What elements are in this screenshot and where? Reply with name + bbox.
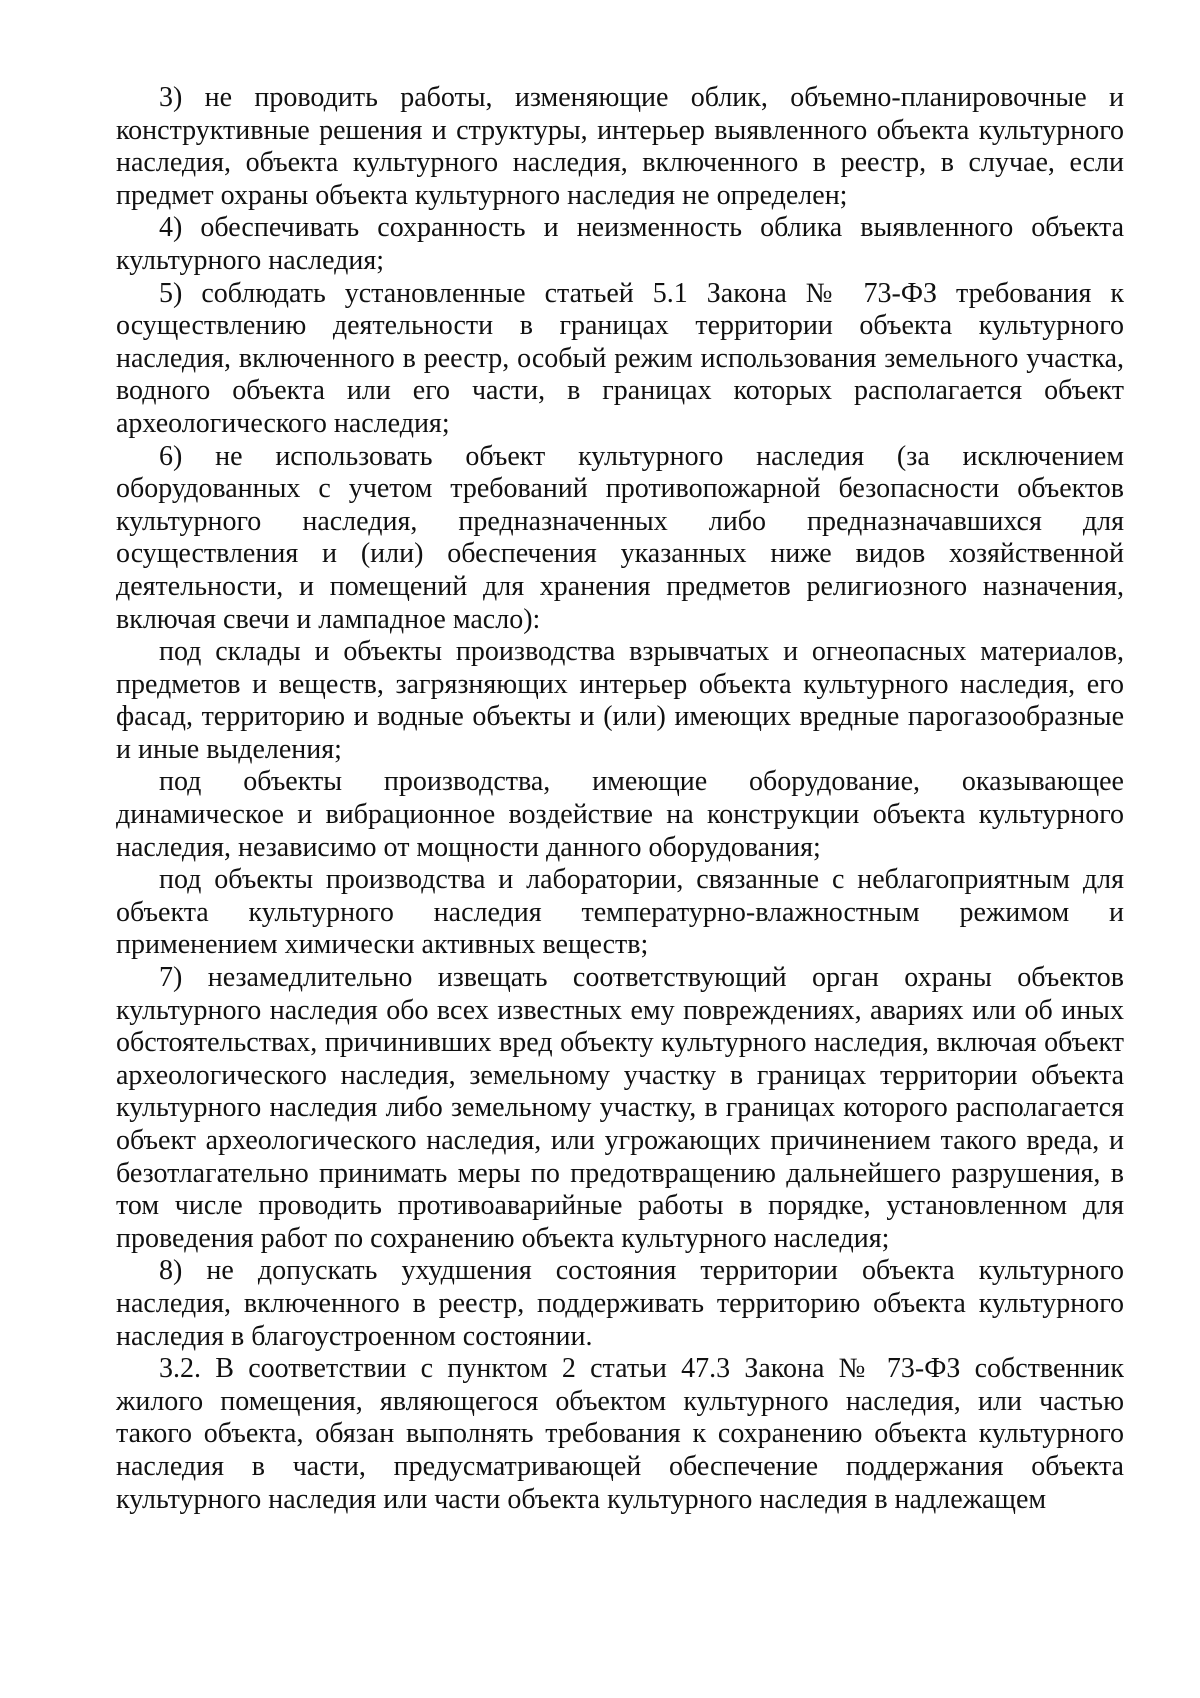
paragraph-item-5: 5) соблюдать установленные статьей 5.1 Закона № 73-ФЗ требования к осуществлению деятельности в границах территории объекта культурного наследия, включенного в реестр, особый режим использования земельного участка, водного объекта или его части, в границах которых располагается объект археологического наследия; — [116, 277, 1124, 439]
paragraph-subitem-laboratories: под объекты производства и лаборатории, связанные с неблагоприятным для объекта культурного наследия температурно-влажностным режимом и применением химически активных веществ; — [116, 864, 1124, 961]
paragraph-item-4: 4) обеспечивать сохранность и неизменность облика выявленного объекта культурного наследия; — [116, 212, 1124, 276]
paragraph-item-6: 6) не использовать объект культурного наследия (за исключением оборудованных с учетом требований противопожарной безопасности объектов культурного наследия, предназначенных либо предназначавшихся для осуществления и (или) обеспечения указанных ниже видов хозяйственной деятельности, и помещений для хранения предметов религиозного назначения, включая свечи и лампадное масло): — [116, 440, 1124, 635]
paragraph-section-3-2: 3.2. В соответствии с пунктом 2 статьи 47.3 Закона № 73-ФЗ собственник жилого помещения, являющегося объектом культурного наследия, или частью такого объекта, обязан выполнять требования к сохранению объекта культурного наследия в части, предусматривающей обеспечение поддержания объекта культурного наследия или части объекта культурного наследия в надлежащем — [116, 1353, 1124, 1515]
paragraph-item-3: 3) не проводить работы, изменяющие облик, объемно-планировочные и конструктивные решения и структуры, интерьер выявленного объекта культурного наследия, объекта культурного наследия, включенного в реестр, в случае, если предмет охраны объекта культурного наследия не определен; — [116, 82, 1124, 211]
paragraph-item-7: 7) незамедлительно извещать соответствующий орган охраны объектов культурного наследия обо всех известных ему повреждениях, авариях или об иных обстоятельствах, причинивших вред объекту культурного наследия, включая объект археологического наследия, земельному участку в границах территории объекта культурного наследия либо земельному участку, в границах которого располагается объект археологического наследия, или угрожающих причинением такого вреда, и безотлагательно принимать меры по предотвращению дальнейшего разрушения, в том числе проводить противоаварийные работы в порядке, установленном для проведения работ по сохранению объекта культурного наследия; — [116, 962, 1124, 1254]
paragraph-subitem-warehouses: под склады и объекты производства взрывчатых и огнеопасных материалов, предметов и веществ, загрязняющих интерьер объекта культурного наследия, его фасад, территорию и водные объекты и (или) имеющих вредные парогазообразные и иные выделения; — [116, 636, 1124, 765]
paragraph-item-8: 8) не допускать ухудшения состояния территории объекта культурного наследия, включенного в реестр, поддерживать территорию объекта культурного наследия в благоустроенном состоянии. — [116, 1255, 1124, 1352]
document-page — [116, 82, 1124, 1516]
paragraph-subitem-vibration: под объекты производства, имеющие оборудование, оказывающее динамическое и вибрационное воздействие на конструкции объекта культурного наследия, независимо от мощности данного оборудования; — [116, 766, 1124, 863]
